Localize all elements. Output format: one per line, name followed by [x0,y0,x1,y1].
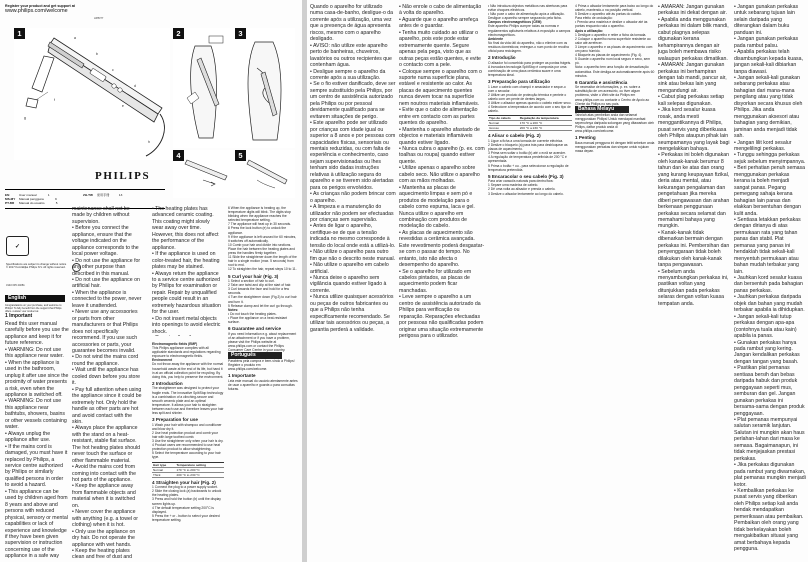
body-paragraph: • A limpeza e a manutenção do utilizador não podem ser efectuadas por crianças sem supervisão. [310,204,394,223]
body-paragraph [152,335,222,336]
body-paragraph: • Não enrole o cabo de alimentação à volta do aparelho. [399,4,482,17]
body-paragraph: 3 Deslize o alisador lentamente ao longo do cabelo. [488,191,564,196]
body-paragraph: • Do not wind the mains cord round the appliance. [72,354,139,367]
contents-title: 使用手冊 [97,192,110,197]
callout-f: f [54,98,55,102]
body-paragraph: • Se o aparelho for utilizado em cabelos pintados, as placas de aquecimento podem ficar manchadas. [399,268,472,294]
doc-number: 3140 035 44081 [6,284,25,287]
body-paragraph: 3 Curl towards the face and hold for a few seconds. [228,287,290,296]
body-paragraph: • Never cover the appliance with anything (e.g. a towel or clothing) when it is hot. [72,509,139,529]
body-paragraph: • AMARAN: Jangan gunakan perkakas ini berhampiran dengan tab mandi, pancur air, sink atau bekas lain yang mengandungi air. [658,62,727,94]
callout-a: a [74,36,76,40]
figure-1-product-diagram [14,28,170,160]
contents-rule-top [5,189,165,190]
body-paragraph: • Kembalikan perkakas ke pusat servis yang diberikan oleh Philips setiap kali anda hendak mendapatkan pemeriksaan atau pembaikan. Pembaikan oleh orang yang tidak berkelayakan boleh mengakibatkan situasi yang amat berbahaya kepada pengguna. [734,487,804,553]
body-paragraph: 3 Prima sem soltar o botão (b) até o ecrã se acender. [488,151,566,156]
body-paragraph: 5 Release clamp and let the curl go through. [228,303,293,308]
figure-3-curl [235,28,295,148]
body-paragraph: • Tenha muito cuidado ao utilizar o aparelho, pois este pode estar extremamente quente. Segure apenas pela pega, visto que as outras peças estão quentes, e evite o contacto com a pele. [399,29,481,69]
figure-4-number: 4 [173,150,184,161]
table-cell: Temperature setting [175,462,224,467]
table-cell: Regulação da temperatura [519,116,572,121]
body-paragraph: • Jauhkan perkakas daripada objek dan bahan yang mudah terbakar apabila ia dihidupkan. [734,294,805,314]
body-paragraph: • Aguarde que o aparelho arrefeça antes de o guardar. [399,16,479,30]
subsection-heading: Após a utilização: [575,28,604,33]
body-paragraph: • Evite que o cabo de alimentação entre em contacto com as partes quentes do aparelho. [399,107,478,127]
section-heading: 1 Importante [228,373,256,379]
body-paragraph: • Mantenha o aparelho afastado de objectos e materiais inflamáveis quando estiver ligado. [399,126,480,146]
subsection-heading: Environment [152,358,173,363]
table-cell: 200 °C a 230 °C [519,126,572,131]
body-paragraph: • AMARAN: Jangan gunakan perkakas ini dekat dengan air. [658,4,727,17]
register-line: Register your product and get support at [5,4,75,8]
contents-page: 13 [118,192,123,197]
body-paragraph: 2 Coloque o aparelho numa superfície resistente ao calor até arrefecer. [575,36,651,45]
body-paragraph: • Se o fio estiver danificado, deve ser sempre substituído pela Philips, por um centro de assistência autorizado pela Philips ou por pessoal devidamente qualificado para se evitarem situações de perigo. [310,81,396,120]
body-paragraph: The straightener was designed to protect your fragile ends. The innovative SplitStop technology is a combination of a clinching-secure and smooth ceramic plate and an optimal temperature. It allows your hair to straighten between each use and therefore leaves your hair less split and shinier. [152,386,224,415]
english-column-5 [228,206,298,560]
table-cell: Thick [152,472,175,477]
body-paragraph: • Sebelum anda menyambungkan perkakas ini, pastikan voltan yang ditunjukkan pada perkakas selaras dengan voltan kuasa tempatan anda. [658,268,729,307]
body-paragraph: • As placas de aquecimento são revestidas a cerâmica avançada. Este revestimento poderá desgastar-se com o passar do tempo. No entanto, isto não afecta o desempenho do aparelho. [399,229,485,269]
section-heading: 6 Garantia e assistência [575,79,628,85]
section-heading: 6 Guarantee and service [228,326,282,332]
body-paragraph: • Este aparelho pode ser utilizado por crianças com idade igual ou superior a 8 anos e por pessoas com capacidades físicas, sensoriais ou mentais reduzidas, ou com falta de experiência e conhecimento, caso sejam supervisionadas ou lhes tenham sido dadas instruções relativas à utilização segura do aparelho e se tiverem sido alertadas para os perigos envolvidos. [310,120,396,191]
body-paragraph: • Cabut plag perkakas setiap kali selepas digunakan. [658,94,725,107]
body-paragraph: 5 Prima o botão + ou - para seleccionar a regulação de temperatura pretendida. [488,163,569,172]
model-code: HP8377 [94,17,104,20]
body-paragraph: Tahniah atas pembelian anda dan selamat menggunakan Philips! Untuk mendapat manfaat sepenuhnya daripada sokongan yang ditawarkan oleh Philips, daftar produk anda di www.philips.com/welcome. [575,112,655,134]
body-paragraph: 12 To straighten the hair, repeat steps 10 to 11. [228,267,297,272]
body-paragraph: 8 Press the lock button (e) to unlock the appliance. [228,226,287,235]
body-paragraph: • Do not use the appliance on artificial hair. [72,276,140,290]
temperature-table [488,115,572,131]
callout-e: e [122,104,124,108]
body-paragraph: • Keep the appliance away from flammable objects and material when it is switched on. [72,483,136,509]
body-paragraph: Se necessitar de informações, p. ex. sobre a substituição de um acessório, ou tiver algum problema, visite o Web site da Philips em www.philips.com ou contacte o Centro de Apoio ao Cliente da Philips no seu país. [575,85,650,106]
body-paragraph: • Jika kord sesalur kuasa rosak, anda mesti menggantikannya di Philips, pusat servis yang diberikuasa oleh Philips ataupun pihak lain seumpamanya yang layak bagi mengelakkan bahaya. [658,107,730,152]
body-paragraph: • Mantenha as placas de aquecimento limpas e sem pó e produtos de modelação para o cabelo como espuma, laca e gel. Nunca utilize o aparelho em combinação com produtos de modelação do cabelo. [399,184,475,230]
body-paragraph: 1 Select a section of hair to curl. [228,279,275,284]
body-paragraph: No final da vida útil do aparelho, não o elimine com os resíduos domésticos; entregue-o num ponto de recolha oficial para reciclagem. [488,40,569,54]
table-cell: Normal [152,467,175,472]
figure-1-number: 1 [14,28,25,39]
body-paragraph: • Keep the heating plates clean and free of dust and [72,548,132,560]
body-paragraph: • Do not insert metal objects into openings to avoid electric shock. [152,315,221,335]
body-paragraph: Read this user manual carefully before you use the appliance and keep it for future reference. [5,321,69,347]
figure-2-number: 2 [173,28,184,39]
body-paragraph: 2 Deslize o bloqueio (a) para trás para desbloquear as placas de aquecimento. [488,143,568,152]
contents-code: EN [5,192,10,197]
body-paragraph: 5 Deslize o aparelho até às pontas do cabelo. [575,12,642,17]
body-paragraph: • Apabila perkakas telah disambungkan kepada kuasa, jangan sekali-kali dibiarkan tanpa diawasi. [734,49,803,75]
contents-title: User manual [19,192,37,197]
contents-title: Manual pengguna [19,197,44,201]
body-paragraph: O alisador foi concebido para proteger as pontas frágeis. A inovadora tecnologia SplitStop é composta por uma combinação de uma placa cerâmica suave e uma temperatura ideal. [488,60,572,77]
body-paragraph: • Kanak-kanak tidak dibenarkan bermain dengan perkakas ini. Pembersihan dan penyenggaraan tidak boleh dilakukan oleh kanak-kanak tanpa pengawasan. [658,229,730,269]
figure-3-number: 3 [235,28,246,39]
section-heading: 5 Curl your hair (Fig. 3) [228,273,279,279]
body-paragraph: • AVISO: não utilize este aparelho perto de banheiras, chuveiros, lavatórios ou outros recipientes que contenham água. [310,42,392,69]
body-paragraph: • WARNING: Do not use this appliance near water. [5,346,64,360]
table-cell: 200 °C to 230 °C [175,472,224,477]
figure-5-cleaning [235,150,295,198]
subsection-heading: Campos electromagnéticos (CEM) [488,20,542,25]
body-paragraph: • Never use any accessories or parts from other manufacturers or that Philips does not specifically recommend. If you use such accessories or parts, your guarantee becomes invalid. [72,309,139,354]
body-paragraph: • Do not use the appliance for any other purpose than described in this manual. [72,257,141,277]
body-paragraph: 5 Select the temperature according to your hair type. [152,451,221,460]
malay-column-1 [658,4,730,560]
body-paragraph: • Tunggu sehingga perkakas sejuk sebelum menyimpannya. [734,152,806,165]
body-paragraph: 4 The default temperature setting 200°C is displayed. [152,505,214,514]
body-paragraph: • Jangan sekali-kali tutup perkakas dengan apa-apa (contohnya tuala atau kain) apabila ia panas. [734,313,797,340]
table-cell: Hair type [152,462,175,467]
body-paragraph: 4 Seleccione a temperatura de acordo com o seu tipo de cabelo. [488,105,571,114]
body-paragraph: • The heating plates has advanced ceramic coating. This coating might slowly wear away over time. However, this does not affect the performance of the appliance. [152,206,219,251]
contents-entry [83,193,161,197]
section-heading: 4 Straighten your hair (Fig. 2) [152,479,216,485]
portuguese-column-2 [399,4,485,560]
body-paragraph: • Perkakas ini boleh digunakan oleh kanak-kanak berumur 8 tahun dan ke atas dan orang yang kurang keupayaan fizikal, deria atau mental, atau kekurangan pengalaman dan pengetahuan jika mereka diberi pengawasan dan arahan berkenaan penggunaan perkakas secara selamat dan memahami bahaya yang mungkin. [658,152,730,230]
temperature-table [152,462,224,478]
body-paragraph: 10 Comb your hair and divide into sections. Place the hair between the heating plates and press the handles firmly together. [228,242,295,256]
certification-badge [6,236,29,256]
spec-notice: Specifications are subject to change without notice © 2017 Koninklijke Philips N.V. All rights reserved. [6,263,67,270]
body-paragraph: 4 Turn the straightener down (Fig.3) to curl hair and turn it. [228,295,297,304]
body-paragraph: • Always return the appliance to a service centre authorized by Philips for examination or repair. Repair by unqualified people could result in an extremely hazardous situation for the user. [152,270,221,316]
body-paragraph: Parabéns pela compra e bem-vindo à Philips! Registre o produto em www.philips.com/welcome. [228,359,295,372]
badge-check-icon: ✓ [14,243,21,250]
body-paragraph: • Nunca cubra o aparelho (p. ex. com toalhas ou roupa) quando estiver quente. [399,145,485,165]
body-paragraph: Para efeito de ondulação: [575,16,613,21]
figure-4-lock [173,150,235,198]
table-row [488,126,572,131]
callout-g: g [24,116,26,120]
body-paragraph: 2 Dê uma volta ao alisador e prenda o cabelo. [488,187,556,192]
callout-d: d [134,84,136,88]
body-paragraph: Para criar caracóis naturais para dentro/fora: [488,179,554,184]
body-paragraph: This Philips appliance complies with all applicable standards and regulations regarding exposure to electromagnetic fields. [152,346,221,359]
english-column-1 [5,321,69,559]
body-paragraph: • Jauhkan kord sesalur kuasa dan bersentuh pada bahagian panas perkakas. [734,275,803,294]
body-paragraph: • Não introduza objectos metálicos nas aberturas para evitar choques eléctricos. [488,4,568,13]
body-paragraph: Este aparelho Philips cumpre todas as normas e regulamentos aplicáveis relativos à exposição a campos electromagnéticos. [488,24,571,37]
body-paragraph: 6 When the appliance is heating up, the temperature digits will blink. The digits stop blinking when the appliance reaches the selected temperature setting. [228,206,291,223]
body-paragraph: 5 Press the + or - button to select your desired temperature setting. [152,513,220,522]
body-paragraph: • Jangan lilit kord sesalur mengelilingi perkakas. [734,139,792,152]
body-paragraph: If you need information e.g. about replacement of an attachment or if you have a problem, please visit the Philips website at www.philips.com or contact the Philips Consumer Care Centre in your country. [228,331,297,353]
section-heading: 2 Introdução [488,55,516,61]
subsection-heading: Ambiente [488,36,504,41]
table-row [152,472,224,477]
body-paragraph: • Não utilize o aparelho em cabelo artificial. [310,262,389,275]
figure-2-drawing [173,28,235,148]
body-paragraph: 2 Utilize um produto de protecção térmica e penteie o cabelo com um pente de dentes largos. [488,92,567,101]
body-paragraph: Baca manual pengguna ini dengan teliti sebelum anda menggunakan perkakas dan simpan untuk rujukan masa depan. [575,140,655,153]
section-heading: 2 Introduction [152,380,183,386]
straightener-drawing [14,28,170,160]
body-paragraph: • Desligue sempre o aparelho da corrente após a sua utilização. [310,68,386,81]
body-paragraph: • Wait until the appliance has cooled down before you store it. [72,367,141,387]
body-paragraph: 1 Desligue o aparelho e retire a ficha da tomada. [575,32,647,37]
body-paragraph: 1 Connect the plug to a power supply socket. [152,485,218,490]
body-paragraph: 4 Product users are recommended to use heat protection product to allow straightening. [152,443,220,452]
body-paragraph: 3 Utilize o alisador apenas quando o cabelo estiver seco. [488,101,572,106]
body-paragraph: Leia este manual do usuário atentamente antes de usar o aparelho e guarde-o para consultas futuras. [228,379,298,392]
callout-b: b [96,52,98,56]
body-paragraph: 2 Use heat protection product and comb your hair with large toothed comb. [152,430,218,439]
portuguese-column-3 [488,4,572,560]
body-paragraph: • Beri perhatian penuh semasa menggunakan perkakas kerana ia boleh menjadi sangat panas. Pegang pemegang sahaja kerana bahagian lain panas dan elakkan bersentuhan dengan kulit anda. [734,165,806,217]
body-paragraph: • Sentiasa letakkan perkakas dengan dirianya di atas permukaan rata yang tahan panas dan stabil. Plat pemanas yang panas ini hendaklah tidak sekali-kali menyentuh permukaan atau bahan mudah terbakar yang lain. [734,216,801,275]
figure-5-number: 5 [235,150,246,161]
contents-code: ZH-TW [83,192,93,197]
malay-column-2 [734,4,806,560]
body-paragraph: 4 A regulação de temperatura predefinida de 200 °C é apresentada. [488,155,567,164]
body-paragraph: • Gunakan perkakas hanya pada rambut yang kering. Jangan kendalikan perkakas dengan tangan yang basah. [734,339,800,365]
body-paragraph: • Antes de ligar o aparelho, certifique-se de que a tensão indicada no mesmo corresponde à tensão do local onde está a utilizá-lo. [310,223,396,249]
body-paragraph: • If the appliance is used on color-treated hair, the heating plates may be stained. [152,251,220,271]
contents-page: 9 [55,197,57,201]
english-section-bar: English [5,295,65,302]
section-heading: 3 Preparação para utilização [488,79,551,85]
contents-entry [5,201,83,205]
body-paragraph: Nota: o aparelho tem uma função de desactivação automática. Este desliga-se automaticamente após 60 minutos. [575,65,655,78]
contents-row [5,201,165,205]
body-paragraph: 2 Take one twist and clip at the start of hair. [228,283,292,288]
body-paragraph: Quando o aparelho for utilizado numa casa-de-banho, desligue-o da corrente após a utilização, uma vez que a presença de água apresenta riscos, mesmo com o aparelho desligado. [310,4,394,43]
body-paragraph: 1 Lave o cabelo com champô e amaciador e seque-o com o secador. [488,84,566,93]
brand-logo: PHILIPS [95,170,151,182]
body-paragraph: • When the appliance is used in the bathroom, unplug it after use since the proximity of water presents a risk, even when the appliance is switched off. [5,359,69,398]
table-cell: Tipo de cabelo [488,116,519,121]
body-paragraph: • WARNING: Do not use this appliance near bathtubs, showers, basins or other vessels containing water. [5,398,67,431]
callout-h: h [148,140,150,144]
body-paragraph: • Place the appliance on a heat-resistant surface. [228,315,288,325]
body-paragraph: • Do not touch the heating plates. [228,311,277,316]
body-paragraph: • Before you connect the appliance, ensure that the voltage indicated on the appliance corresponds to the local power voltage. [72,225,139,258]
contents-code: MS-MY [5,197,16,201]
body-paragraph: • This appliance can be used by children aged from 8 years and above and persons with reduced physical, sensory or mental capabilities or lack of experience and knowledge if they have been given supervision or instruction concerning use of the appliance in a safe way [5,488,68,559]
body-paragraph: • Nunca utilize quaisquer acessórios ou peças de outros fabricantes ou que a Philips não tenha especificamente recomendado. Se utilizar tais acessórios ou peças, a garantia perderá a validade. [310,294,394,333]
body-paragraph: 11 Slide the straightener down the length of the hair in a single motion (max. 5 seconds) from root to end. [228,255,297,268]
section-heading: 4 Alisar o cabelo (Fig. 2) [488,133,541,139]
contents-code: PT-BR [5,201,15,206]
body-paragraph: • Utilize apenas o aparelho sobre cabelo seco. Não utilize o aparelho com as mãos molhadas. [399,165,480,185]
body-paragraph: 7 The appliance will heat up in 30 seconds. [228,222,291,227]
body-paragraph: 2 Slide the closing lock (a) backwards to unlock the heating plates. [152,489,222,498]
section-heading: 5 Encaracolar o seu cabelo (Fig. 3) [488,173,564,179]
body-paragraph: • As crianças não podem brincar com o aparelho. [310,191,396,204]
english-intro: Congratulations on your purchase, and welcome to Philips! To fully benefit from the support that Philips offers, register your product at [5,304,62,312]
body-paragraph: • Não puxe o cabo de alimentação após a utilização. Desligue o aparelho sempre segurando pela ficha. [488,12,565,21]
subsection-heading: Notes: [228,307,239,312]
body-paragraph: • Leve sempre o aparelho a um centro de assistência autorizado da Philips para verificação ou reparação. Reparações efectuadas por pessoas não qualificadas podem originar uma situação extremamente perigosa para o utilizador. [399,294,484,340]
body-paragraph: 4 Bloqueie as placas de aquecimento (Fig. 4). [575,53,643,58]
body-paragraph: • Plat pemanas mempunyai salutan seramik lanjutan. Salutan ini mungkin akan haus perlahan-lahan dari masa ke semasa. Bagaimanapun, ini tidak menjejaskan prestasi perkakas. [734,417,805,462]
figure-3-drawing [235,28,295,148]
english-column-4 [152,342,224,560]
table-cell: 170 °C to 200 °C [175,467,224,472]
body-paragraph: maintenance shall not be made by children without supervision. [72,206,130,225]
language-section-bar: Português [228,352,282,359]
page-gutter [302,0,307,562]
body-paragraph: 5 Guarde o aparelho num local seguro e seco, sem pó. [575,57,650,66]
portuguese-column-1 [310,4,396,560]
body-paragraph: • Always unplug the appliance after use. [5,430,51,444]
body-paragraph: • Nunca deixe o aparelho sem vigilância quando estiver ligado à corrente. [310,275,387,294]
table-cell: 170 °C a 200 °C [519,121,572,126]
body-paragraph: • Jangan sekali-kali gunakan sebarang perkakas atau bahagian dari mana-mana pengilang atau yang tidak disyorkan secara khusus oleh Philips. Jika anda menggunakan aksesori atau bahagian yang demikian, jaminan anda menjadi tidak sah. [734,74,803,140]
section-heading: 1 Penting [575,135,596,141]
body-paragraph: 3 Press and hold the button (b) until the display screen lights up. [152,497,221,506]
body-paragraph: • Always place the appliance with the stand on a heat-resistant, stable flat surface. The hot heating plates should never touch the surface or other flammable material. [72,425,141,464]
body-paragraph: • When the appliance is connected to the power, never leave it unattended. [72,289,142,309]
body-paragraph: • Jika perkakas digunakan pada rambut yang diwarnakan, plat pemanas mungkin menjadi kotor. [734,462,806,488]
body-paragraph: 1 Separe uma madeixa de cabelo. [488,183,539,188]
body-paragraph: • Apabila anda menggunakan perkakas ini dalam bilik mandi, cabut plagnya selepas digunakan kerana kehampirannya dengan air juga boleh membawa risiko walaupun perkakas dimatikan. [658,16,729,62]
body-paragraph: • Jangan gunakan perkakas pada rambut palsu. [734,36,799,49]
body-paragraph: • Pay full attention when using the appliance since it could be extremely hot. Only hold the handle as other parts are hot and avoid contact with the skin. [72,386,142,425]
body-paragraph: • Prenda uma madeixa e deslize o alisador até às pontas enquanto roda o aparelho. [575,20,648,29]
body-paragraph: • Jangan gunakan perkakas untuk sebarang tujuan lain selain daripada yang diterangkan dalam buku panduan ini. [734,4,799,36]
portuguese-column-4 [575,4,655,560]
english-column-3 [152,206,222,336]
body-paragraph: 9 If the appliance is left unused for 60 minutes, it switches off automatically. [228,234,297,243]
body-paragraph: 1 Ligue a ficha a uma tomada de corrente eléctrica. [488,138,564,143]
body-paragraph: 4 Prima o alisador lentamente para baixo ao longo do cabelo, mantendo-o na posição vertical. [575,4,654,13]
contents-title: Manual do usuário [19,201,45,206]
body-paragraph: 1 Wash your hair with shampoo and conditioner and blow dry it. [152,422,222,431]
body-paragraph: 3 Use the straightener only when your hair is dry. [152,439,224,444]
subsection-heading: Electromagnetic fields (EMF) [152,342,198,346]
table-cell: Grosso [488,126,519,131]
body-paragraph: • If the mains cord is damaged, you must have it replaced by Philips, a service centre authorized by Philips or similarly qualified persons in order to avoid a hazard. [5,443,68,489]
body-paragraph: • Não utilize o aparelho para outro fim que não o descrito neste manual. [310,249,396,262]
callout-c: c [112,68,114,72]
body-paragraph: • Pastikan plat pemanas sentiasa bersih dan bebas daripada habuk dan produk penggayaan seperti mus, semburan dan gel. Jangan gunakan perkakas ini bersama-sama dengan produk penggayaan. [734,365,805,417]
section-heading: 3 Preparation for use [152,417,198,423]
language-section-bar: Bahasa Melayu [575,106,629,113]
contents-page: 5 [55,201,58,206]
figure-2-straighten [173,28,235,148]
body-paragraph: 3 Limpe o aparelho e as placas de aquecimento com um pano húmido. [575,44,653,54]
important-heading: 1 Important [5,313,33,319]
contents-page: 1 [47,192,50,197]
table-cell: Normal [488,121,519,126]
body-paragraph: Do not throw away the appliance with the normal household waste at the end of its life, but hand it in at an official collection point for recycling. By doing this, you help to preserve the environment. [152,362,224,379]
body-paragraph: • Avoid the mains cord from coming into contact with the hot parts of the appliance. [72,464,137,484]
register-url[interactable]: www.philips.com/welcome [5,8,68,15]
body-paragraph: • Coloque sempre o aparelho com o suporte numa superfície plana, estável e resistente ao calor. As placas de aquecimento quentes nunca devem tocar na superfície nem noutros materiais inflamáveis. [399,68,482,107]
english-column-2 [72,206,142,560]
body-paragraph: • Only use the appliance on dry hair. Do not operate the appliance with wet hands. [72,528,136,548]
